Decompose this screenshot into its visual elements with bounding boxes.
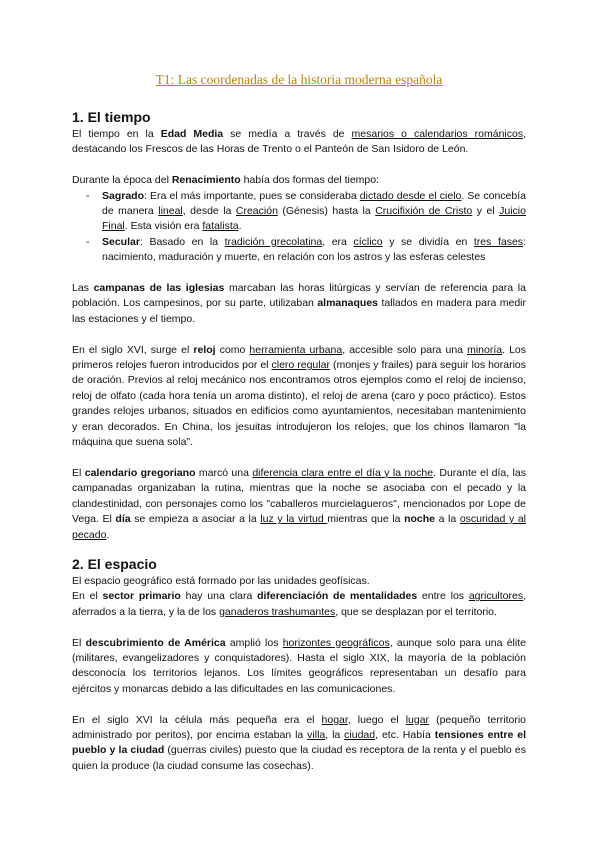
underlined-text: dictado desde el cielo [359, 189, 462, 202]
bold-text: noche [404, 513, 435, 526]
text-run: mientras que la [327, 513, 405, 526]
text-run: . Esta visión era [124, 220, 203, 233]
text-run: y el [472, 205, 500, 218]
paragraph [72, 636, 526, 698]
text-run: tallados en madera para medir las estaciones y el tiempo. [72, 297, 526, 325]
section-heading-espacio: 2. El espacio [72, 555, 157, 572]
underlined-text: oscuridad y al pecado [72, 513, 526, 541]
underlined-text: mesarios o calendarios románicos [351, 128, 524, 140]
text-run: , era [322, 235, 354, 248]
underlined-text: Juicio Final [102, 205, 526, 233]
underlined-text: minoría [467, 343, 503, 356]
text-run: , aunque solo para una élite (militares, evangelizadores y conquistadores). Hasta el siglo XIX, la mayoría de la población desconocía los territorios lejanos. Los límites geográficos representaban un desafío para ejércitos y monarcas debido a las dificultades en las comunicaciones. [72, 636, 526, 695]
text-run: , aferrados a la tierra, y la de los [72, 590, 527, 618]
section-heading-tiempo: 1. El tiempo [72, 109, 151, 125]
text-run: . Durante el día, las campanadas organizaban la rutina, mientras que la noche se asociaba con el pecado y la clandestinidad, con personajes como los "caballeros murcielagueros", mencionados por Lope de Vega. El [72, 466, 526, 526]
text-run: El [72, 466, 85, 479]
underlined-text: agricultores [468, 590, 524, 603]
underlined-text: lugar [405, 713, 430, 726]
text-run: : Era el más importante, pues se consideraba [144, 189, 360, 202]
underlined-text: ganaderos trashumantes [219, 605, 336, 618]
text-run: (guerras civiles) puesto que la ciudad es receptora de la renta y el pueblo es quien la produce (la ciudad consume las cosechas). [72, 744, 527, 772]
text-run: , desde la [182, 205, 236, 218]
underlined-text: clero regular [271, 359, 330, 372]
text-run: amplió los [225, 636, 283, 649]
text-run: marcaban las horas litúrgicas y servían de referencia para la población. Los campesinos, por su parte, utilizaban [72, 282, 526, 310]
paragraph [72, 589, 526, 620]
text-run: . [238, 220, 242, 233]
text-run: . [106, 528, 110, 541]
bold-text: Renacimiento [171, 174, 241, 187]
paragraph [72, 713, 526, 775]
document-page [72, 66, 526, 774]
text-run: como [215, 343, 250, 356]
text-run: : Basado en la [139, 235, 225, 248]
underlined-text: hogar [321, 713, 348, 726]
list-item-sagrado [102, 189, 526, 235]
text-run: a la [434, 513, 460, 526]
bold-text: almanaques [317, 297, 379, 310]
text-run: había dos formas del tiempo: [240, 174, 380, 187]
text-run: se empieza a asociar a la [130, 513, 261, 526]
paragraph [72, 281, 526, 327]
text-run: . Se concebía de manera [102, 189, 526, 218]
underlined-text: fatalista [202, 220, 239, 233]
text-run: , luego el [347, 713, 406, 726]
bold-text: reloj [193, 343, 216, 356]
text-run: y se dividía en [382, 235, 474, 248]
text-run: El espacio geográfico está formado por las unidades geofísicas. [72, 574, 370, 587]
underlined-text: tres fases [473, 235, 524, 248]
paragraph [72, 466, 526, 543]
underlined-text: luz y la virtud [260, 513, 328, 526]
text-run: En el siglo XVI, surge el [72, 343, 194, 356]
bold-text: Sagrado [102, 189, 145, 202]
text-run: , etc. Había [375, 728, 435, 741]
underlined-text: Crucifixión de Cristo [375, 205, 473, 218]
bold-text: calendario gregoriano [84, 466, 196, 479]
bold-text: diferenciación de mentalidades [257, 590, 418, 603]
underlined-text: lineal [158, 205, 183, 218]
text-run: El tiempo en la [72, 128, 161, 140]
text-run: Durante la época del [72, 174, 172, 187]
text-run: marcó una [195, 466, 253, 479]
bold-text: tensiones entre el pueblo y la ciudad [72, 728, 526, 757]
text-run: (monjes y frailes) para seguir los horarios de oración. Previos al reloj mecánico nos encontramos otros ejemplos como el reloj de incienso, reloj de olfato (cada hora tenía un aroma distinto), el reloj de arena (caro y poco práctico). Estos grandes relojes urbanos, situados en edificios como ayuntamientos, necesitaban mantenimiento y eran decorados. En China, los jesuitas introdujeron los relojes, que los chinos llamaron "la máquina que suena sola". [72, 359, 526, 449]
text-run: , que se desplazan por el territorio. [335, 605, 497, 618]
bold-text: Edad Media [160, 128, 224, 140]
underlined-text: ciudad [344, 728, 376, 741]
paragraph [72, 173, 526, 188]
paragraph [72, 127, 526, 158]
text-run: , destacando los Frescos de las Horas de Trento o el Panteón de San Isidoro de León. [72, 128, 526, 156]
bold-text: sector primario [102, 590, 181, 603]
bold-text: campanas de las iglesias [93, 282, 225, 295]
underlined-text: Creación [235, 205, 278, 218]
text-run: , accesible solo para una [342, 343, 468, 356]
text-run: En el [72, 590, 103, 603]
text-run: Las [72, 282, 94, 295]
document-title: T1: Las coordenadas de la historia moderna española [155, 72, 443, 87]
underlined-text: horizontes geográficos [282, 636, 390, 649]
paragraph [72, 343, 526, 451]
underlined-text: villa [307, 728, 326, 741]
paragraph [72, 574, 526, 589]
underlined-text: diferencia clara entre el día y la noche [252, 466, 434, 479]
text-run: (Génesis) hasta la [277, 205, 376, 218]
text-run: , la [325, 728, 345, 741]
text-run: (pequeño territorio administrado por peritos), por encima estaban la [72, 713, 527, 741]
text-run: El [72, 636, 86, 649]
text-run: entre los [417, 590, 469, 603]
underlined-text: herramienta urbana [249, 343, 343, 356]
list-item-secular [102, 235, 526, 266]
text-run: . Los primeros relojes fueron introducidos por el [72, 343, 527, 372]
underlined-text: cíclico [353, 235, 383, 248]
underlined-text: tradición grecolatina [224, 235, 323, 248]
bold-text: Secular [102, 235, 140, 248]
bold-text: descubrimiento de América [85, 636, 226, 649]
text-run: : nacimiento, maduración y muerte, en relación con los astros y las esferas celestes [102, 235, 526, 264]
bold-text: día [115, 513, 131, 526]
time-forms-list [72, 189, 526, 266]
text-run: se medía a través de [223, 128, 352, 140]
text-run: hay una clara [180, 590, 258, 603]
text-run: En el siglo XVI la célula más pequeña era el [72, 713, 322, 726]
